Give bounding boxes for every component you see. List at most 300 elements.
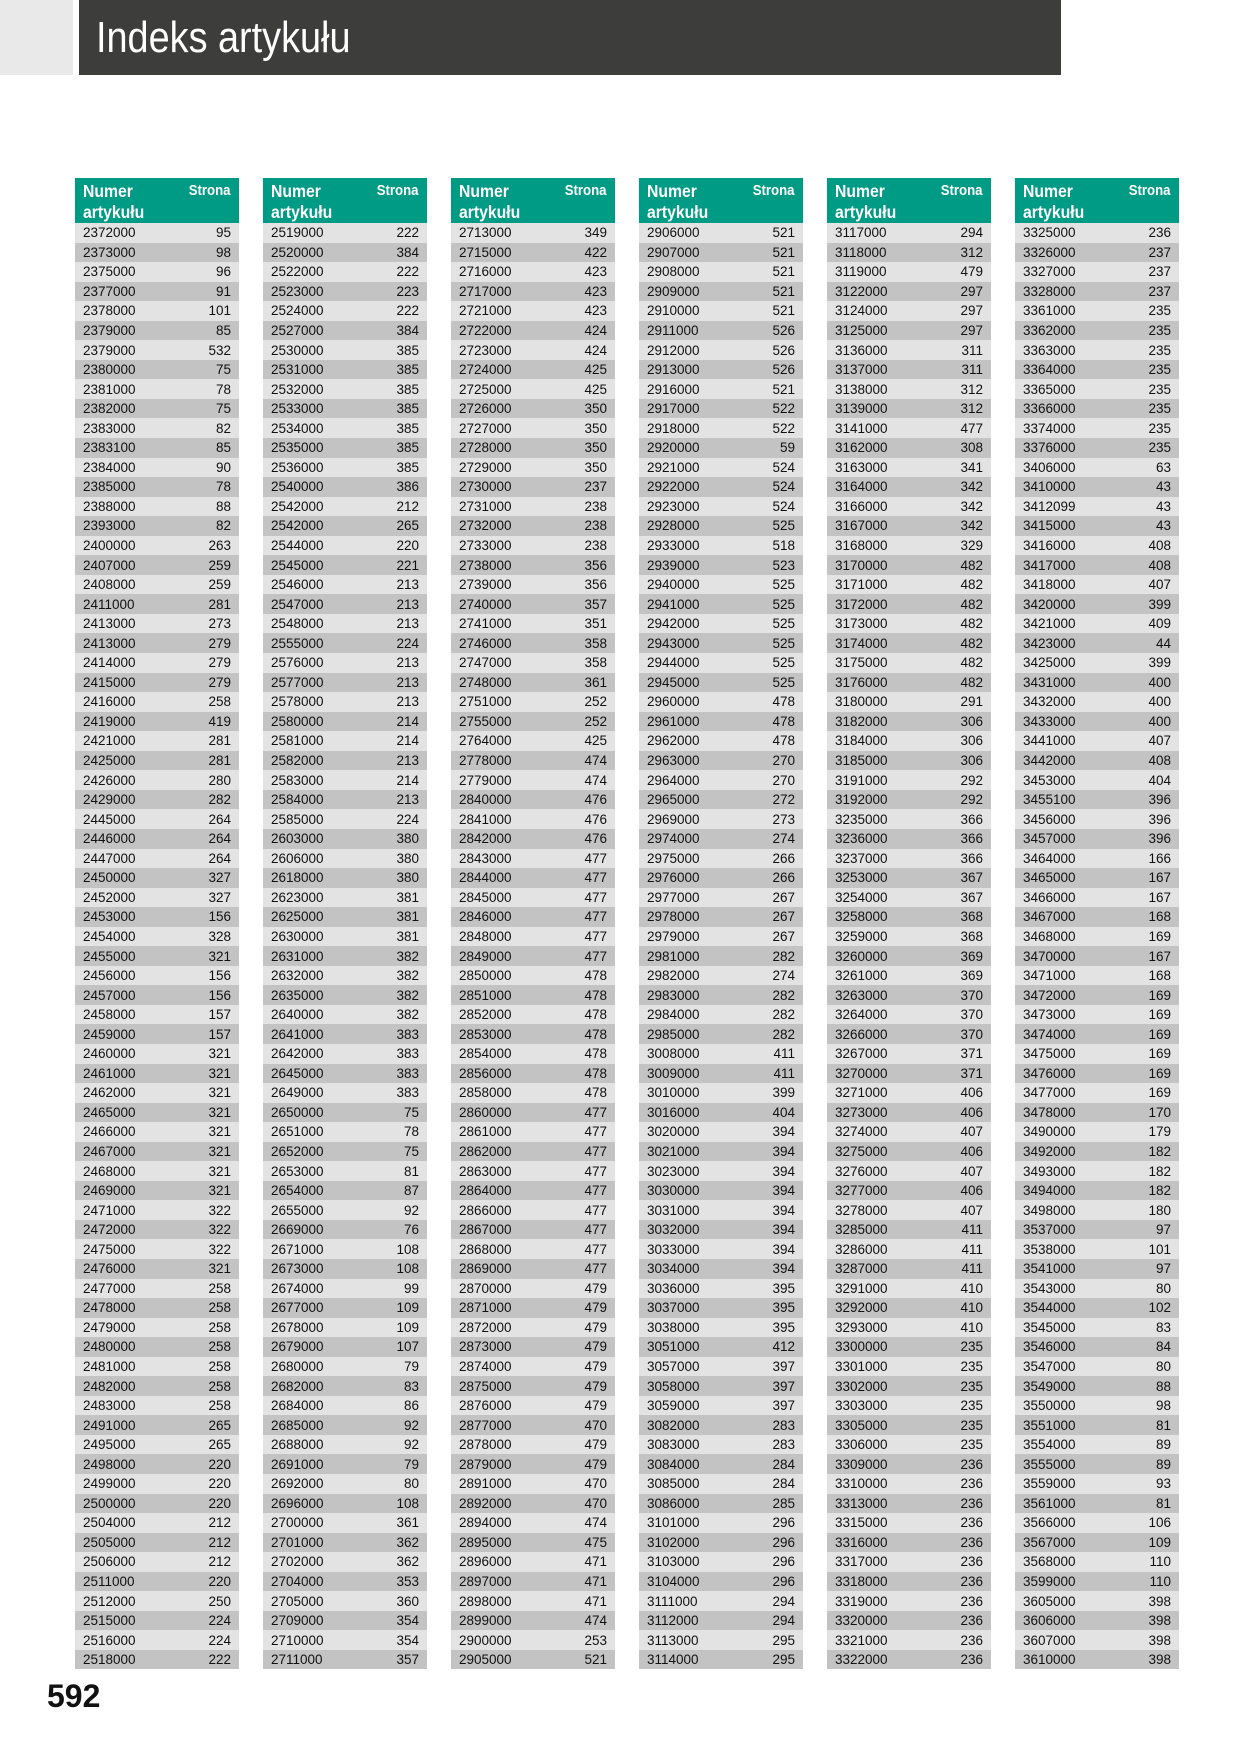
page-ref: 371	[960, 1046, 983, 1062]
article-number: 3274000	[835, 1124, 888, 1140]
index-row	[639, 1122, 803, 1142]
page-ref: 385	[396, 459, 419, 475]
article-number: 3318000	[835, 1574, 888, 1589]
page-ref: 86	[403, 1398, 419, 1414]
page-ref: 258	[208, 1280, 231, 1296]
index-row	[1015, 1474, 1179, 1494]
index-row	[451, 692, 615, 712]
index-row	[1015, 1630, 1179, 1650]
page-ref: 477	[584, 1202, 607, 1218]
index-row	[639, 243, 803, 263]
article-number: 2724000	[459, 362, 512, 378]
index-row	[75, 1220, 239, 1240]
page-ref: 471	[584, 1574, 607, 1589]
page-ref: 213	[396, 674, 419, 690]
article-number: 2476000	[83, 1261, 136, 1277]
article-number: 3168000	[835, 538, 888, 554]
page-ref: 478	[584, 987, 607, 1003]
page-ref: 282	[772, 987, 795, 1003]
article-number: 3465000	[1023, 870, 1076, 886]
index-rows	[451, 223, 615, 1669]
index-row	[1015, 849, 1179, 869]
article-number: 2535000	[271, 440, 324, 456]
page-ref: 238	[584, 538, 607, 554]
index-row	[75, 1396, 239, 1416]
article-number: 2415000	[83, 674, 136, 690]
page-ref: 478	[772, 713, 795, 729]
index-row	[451, 907, 615, 927]
index-row	[1015, 1083, 1179, 1103]
article-number: 2677000	[271, 1300, 324, 1316]
page-ref: 411	[961, 1222, 983, 1238]
page-ref: 412	[772, 1339, 795, 1355]
page-ref: 235	[1148, 303, 1171, 319]
article-number: 3310000	[835, 1476, 888, 1492]
page-ref: 425	[584, 733, 607, 749]
article-number: 3291000	[835, 1280, 888, 1296]
index-row	[75, 966, 239, 986]
page-ref: 525	[772, 616, 795, 632]
index-row	[263, 458, 427, 478]
index-row	[639, 946, 803, 966]
page-ref: 157	[208, 1007, 231, 1023]
index-row	[827, 1064, 991, 1084]
article-number: 2523000	[271, 283, 324, 299]
index-row	[263, 927, 427, 947]
index-row	[451, 946, 615, 966]
article-number: 2868000	[459, 1241, 512, 1257]
page-ref: 101	[208, 303, 231, 319]
page-ref: 258	[208, 1378, 231, 1394]
index-row	[827, 262, 991, 282]
index-row	[639, 1494, 803, 1514]
index-row	[639, 1161, 803, 1181]
index-row	[75, 1572, 239, 1592]
index-row	[75, 321, 239, 341]
index-row	[1015, 399, 1179, 419]
index-row	[639, 1200, 803, 1220]
article-number: 2458000	[83, 1007, 136, 1023]
article-number: 3124000	[835, 303, 888, 319]
index-row	[75, 1552, 239, 1572]
page-ref: 354	[396, 1613, 419, 1629]
page-ref: 384	[396, 323, 419, 338]
article-number: 2869000	[459, 1261, 512, 1277]
article-number: 2878000	[459, 1437, 512, 1453]
article-number: 3302000	[835, 1378, 888, 1394]
article-number: 3607000	[1023, 1632, 1076, 1648]
page-ref: 270	[772, 772, 795, 788]
page-ref: 88	[1155, 1378, 1171, 1394]
article-number: 3020000	[647, 1124, 700, 1140]
index-row	[451, 1650, 615, 1670]
page-ref: 361	[396, 1515, 419, 1531]
page-ref: 281	[208, 596, 231, 612]
page-ref: 236	[960, 1476, 983, 1492]
article-number: 2416000	[83, 694, 136, 710]
article-number: 2606000	[271, 850, 324, 866]
index-row	[1015, 477, 1179, 497]
page-ref: 98	[215, 244, 231, 260]
index-row	[639, 868, 803, 888]
index-row	[263, 653, 427, 673]
index-row	[827, 575, 991, 595]
page-ref: 384	[396, 244, 419, 260]
article-number: 2679000	[271, 1339, 324, 1355]
article-number: 3325000	[1023, 225, 1076, 241]
article-number: 2702000	[271, 1554, 324, 1570]
page-ref: 385	[396, 381, 419, 397]
index-row	[827, 1513, 991, 1533]
index-row	[827, 1142, 991, 1162]
page-ref: 371	[960, 1065, 983, 1081]
page-ref: 394	[772, 1222, 795, 1238]
index-row	[451, 1318, 615, 1338]
index-row	[1015, 458, 1179, 478]
index-row	[263, 1591, 427, 1611]
article-number: 2381000	[83, 381, 136, 397]
page-ref: 169	[1148, 928, 1171, 944]
page-ref: 368	[960, 909, 983, 925]
page-ref: 353	[396, 1574, 419, 1589]
index-row	[827, 536, 991, 556]
index-row	[451, 575, 615, 595]
article-number: 3184000	[835, 733, 888, 749]
index-row	[827, 1415, 991, 1435]
article-number: 2478000	[83, 1300, 136, 1316]
article-number: 2583000	[271, 772, 324, 788]
page-ref: 182	[1148, 1143, 1171, 1159]
index-row	[639, 1279, 803, 1299]
article-number: 3182000	[835, 713, 888, 729]
article-number: 3316000	[835, 1534, 888, 1550]
page-ref: 59	[779, 440, 795, 456]
page-ref: 349	[584, 225, 607, 241]
page-ref: 381	[396, 889, 419, 905]
index-row	[1015, 223, 1179, 243]
index-row	[75, 1200, 239, 1220]
article-number: 3170000	[835, 557, 888, 573]
article-number: 3473000	[1023, 1007, 1076, 1023]
article-number: 2963000	[647, 753, 700, 769]
article-number: 2913000	[647, 362, 700, 378]
page-ref: 358	[584, 655, 607, 671]
article-number: 3278000	[835, 1202, 888, 1218]
article-number: 2642000	[271, 1046, 324, 1062]
page-ref: 213	[396, 694, 419, 710]
article-number: 2577000	[271, 674, 324, 690]
page-ref: 400	[1148, 713, 1171, 729]
article-number: 3425000	[1023, 655, 1076, 671]
article-number: 3470000	[1023, 948, 1076, 964]
page-ref: 167	[1148, 870, 1171, 886]
page-ref: 285	[772, 1495, 795, 1511]
index-row	[639, 907, 803, 927]
article-number: 3031000	[647, 1202, 700, 1218]
page-ref: 308	[960, 440, 983, 456]
page-ref: 322	[208, 1222, 231, 1238]
index-row	[1015, 1337, 1179, 1357]
index-row	[451, 966, 615, 986]
article-number: 3321000	[835, 1632, 888, 1648]
page-ref: 99	[403, 1280, 419, 1296]
article-number: 3084000	[647, 1456, 700, 1472]
article-number: 2651000	[271, 1124, 324, 1140]
article-number: 3104000	[647, 1574, 700, 1589]
article-number: 2688000	[271, 1437, 324, 1453]
article-number: 3119000	[835, 264, 887, 280]
page-ref: 311	[961, 362, 983, 378]
page-ref: 270	[772, 753, 795, 769]
article-number: 2479000	[83, 1319, 136, 1335]
article-number: 2654000	[271, 1183, 324, 1199]
article-number: 2876000	[459, 1398, 512, 1414]
page-ref: 88	[215, 498, 231, 514]
page-ref: 398	[1148, 1593, 1171, 1609]
article-number: 3139000	[835, 401, 888, 417]
index-row	[1015, 888, 1179, 908]
article-number: 2912000	[647, 342, 700, 358]
page-ref: 296	[772, 1574, 795, 1589]
article-number: 3051000	[647, 1339, 700, 1355]
article-number: 2545000	[271, 557, 324, 573]
index-row	[827, 907, 991, 927]
page-ref: 282	[772, 948, 795, 964]
article-number: 3293000	[835, 1319, 888, 1335]
page-ref: 477	[584, 1104, 607, 1120]
index-row	[75, 1024, 239, 1044]
index-row	[263, 1415, 427, 1435]
index-row	[639, 1650, 803, 1670]
page-ref: 235	[960, 1398, 983, 1414]
page-ref: 471	[584, 1593, 607, 1609]
page-ref: 110	[1149, 1574, 1171, 1589]
page-ref: 360	[396, 1593, 419, 1609]
article-number: 2701000	[271, 1534, 324, 1550]
index-row	[451, 809, 615, 829]
page-ref: 383	[396, 1065, 419, 1081]
index-row	[639, 888, 803, 908]
index-row	[263, 1122, 427, 1142]
page-ref: 479	[584, 1456, 607, 1472]
page-ref: 95	[215, 225, 231, 241]
index-row	[75, 458, 239, 478]
article-number: 3606000	[1023, 1613, 1076, 1629]
index-row	[827, 1454, 991, 1474]
index-row	[75, 1591, 239, 1611]
index-row	[451, 1474, 615, 1494]
index-row	[263, 790, 427, 810]
index-row	[263, 1552, 427, 1572]
page-ref: 79	[403, 1358, 419, 1374]
article-number: 2863000	[459, 1163, 512, 1179]
article-number: 2542000	[271, 518, 324, 534]
page-ref: 108	[396, 1261, 419, 1277]
index-row	[263, 340, 427, 360]
page-ref: 407	[1148, 577, 1171, 593]
index-row	[827, 1239, 991, 1259]
article-number: 2585000	[271, 811, 324, 827]
article-number: 3023000	[647, 1163, 700, 1179]
index-row	[1015, 1161, 1179, 1181]
page-ref: 383	[396, 1085, 419, 1101]
index-row	[451, 1279, 615, 1299]
index-row	[639, 1239, 803, 1259]
article-number: 2377000	[83, 283, 136, 299]
page-ref: 478	[584, 1007, 607, 1023]
page-ref: 525	[772, 655, 795, 671]
article-number: 3191000	[835, 772, 888, 788]
index-rows	[639, 223, 803, 1669]
index-row	[451, 301, 615, 321]
article-number: 2393000	[83, 518, 136, 534]
page-ref: 85	[215, 440, 231, 456]
index-row	[263, 946, 427, 966]
page-ref: 362	[396, 1554, 419, 1570]
index-row	[1015, 1454, 1179, 1474]
index-row	[263, 1611, 427, 1631]
article-number: 3259000	[835, 928, 888, 944]
index-row	[639, 360, 803, 380]
index-column	[75, 178, 239, 1669]
article-number: 2504000	[83, 1515, 136, 1531]
article-number: 2747000	[459, 655, 512, 671]
page-ref: 341	[960, 459, 983, 475]
index-row	[451, 477, 615, 497]
page-ref: 43	[1155, 518, 1171, 534]
index-row	[639, 1376, 803, 1396]
page-ref: 281	[208, 733, 231, 749]
page-ref: 63	[1155, 459, 1171, 475]
page-ref: 477	[584, 928, 607, 944]
page-ref: 482	[960, 616, 983, 632]
article-number: 3030000	[647, 1183, 700, 1199]
index-row	[1015, 1513, 1179, 1533]
page-ref: 179	[1148, 1124, 1171, 1140]
index-row	[827, 1220, 991, 1240]
index-row	[1015, 1572, 1179, 1592]
article-number: 2511000	[83, 1574, 135, 1589]
page-ref: 306	[960, 753, 983, 769]
page-ref: 235	[1148, 401, 1171, 417]
index-row	[75, 673, 239, 693]
page-ref: 477	[584, 1222, 607, 1238]
index-row	[75, 1357, 239, 1377]
index-row	[451, 888, 615, 908]
article-number: 3478000	[1023, 1104, 1076, 1120]
page-ref: 101	[1148, 1241, 1171, 1257]
article-number: 2909000	[647, 283, 700, 299]
page-ref: 157	[208, 1026, 231, 1042]
page-ref: 521	[772, 264, 795, 280]
index-row	[263, 594, 427, 614]
page-ref: 478	[772, 694, 795, 710]
page-ref: 92	[403, 1417, 419, 1433]
index-row	[639, 1454, 803, 1474]
article-number: 3264000	[835, 1007, 888, 1023]
article-number: 3544000	[1023, 1300, 1076, 1316]
index-row	[451, 536, 615, 556]
article-number: 2380000	[83, 362, 136, 378]
article-number: 3273000	[835, 1104, 888, 1120]
article-number: 2895000	[459, 1534, 512, 1550]
article-number: 2861000	[459, 1124, 512, 1140]
index-row	[1015, 1552, 1179, 1572]
index-row	[827, 1005, 991, 1025]
index-row	[827, 1376, 991, 1396]
index-row	[75, 1513, 239, 1533]
article-number: 2547000	[271, 596, 324, 612]
article-number: 2942000	[647, 616, 700, 632]
article-number: 3376000	[1023, 440, 1076, 456]
index-row	[75, 809, 239, 829]
article-number: 3172000	[835, 596, 888, 612]
page-ref: 381	[396, 909, 419, 925]
page-ref: 169	[1148, 1007, 1171, 1023]
index-row	[827, 809, 991, 829]
article-number: 2378000	[83, 303, 136, 319]
number-header: Numer artykułu	[1023, 181, 1085, 222]
index-row	[639, 751, 803, 771]
article-number: 2933000	[647, 538, 700, 554]
article-number: 3305000	[835, 1417, 888, 1433]
article-number: 2382000	[83, 401, 136, 417]
index-row	[639, 1044, 803, 1064]
index-row	[75, 1650, 239, 1670]
page-ref: 411	[773, 1046, 795, 1062]
index-row	[75, 1103, 239, 1123]
index-row	[263, 692, 427, 712]
page-ref: 96	[215, 264, 231, 280]
index-row	[75, 223, 239, 243]
article-number: 2483000	[83, 1398, 136, 1414]
article-number: 2582000	[271, 753, 324, 769]
article-number: 2755000	[459, 713, 512, 729]
page-ref: 182	[1148, 1183, 1171, 1199]
page-ref: 75	[403, 1143, 419, 1159]
index-row	[451, 1024, 615, 1044]
article-number: 3125000	[835, 323, 888, 338]
article-number: 2623000	[271, 889, 324, 905]
page-ref: 397	[772, 1358, 795, 1374]
article-number: 2916000	[647, 381, 700, 397]
page-ref: 474	[584, 1515, 607, 1531]
page-ref: 394	[772, 1202, 795, 1218]
article-number: 2472000	[83, 1222, 136, 1238]
page-ref: 85	[215, 323, 231, 338]
page-ref: 477	[584, 1261, 607, 1277]
index-row	[263, 1533, 427, 1553]
index-row	[1015, 1611, 1179, 1631]
page-ref: 526	[772, 362, 795, 378]
article-number: 3456000	[1023, 811, 1076, 827]
index-row	[451, 1220, 615, 1240]
article-number: 3286000	[835, 1241, 888, 1257]
index-row	[263, 360, 427, 380]
index-row	[75, 770, 239, 790]
index-row	[1015, 1220, 1179, 1240]
article-number: 2527000	[271, 323, 324, 338]
page-ref: 367	[960, 889, 983, 905]
article-number: 2408000	[83, 577, 136, 593]
article-number: 3254000	[835, 889, 888, 905]
page-ref: 476	[584, 831, 607, 847]
article-number: 3102000	[647, 1534, 700, 1550]
article-number: 3471000	[1023, 968, 1076, 984]
article-number: 3432000	[1023, 694, 1076, 710]
page-ref: 236	[960, 1456, 983, 1472]
article-number: 2899000	[459, 1613, 512, 1629]
